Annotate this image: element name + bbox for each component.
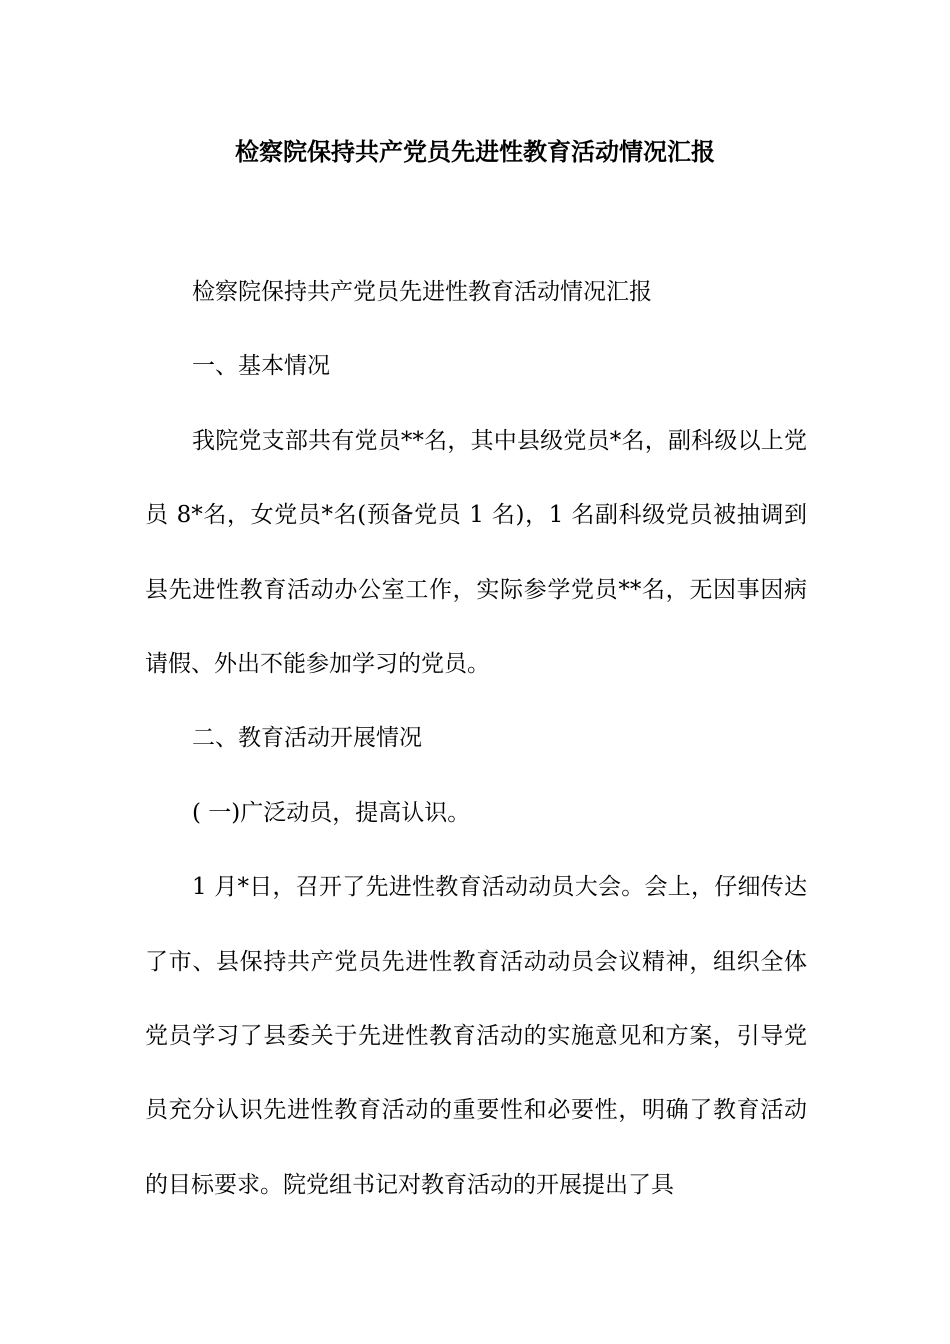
paragraph-repeated-title: 检察院保持共产党员先进性教育活动情况汇报	[192, 279, 652, 305]
section-heading-activity-progress: 二、教育活动开展情况	[192, 725, 422, 752]
document-body	[145, 255, 807, 1222]
subsection-heading-mobilization: ( 一)广泛动员，提高认识。	[192, 799, 471, 826]
paragraph-mobilization-meeting: 1 月*日，召开了先进性教育活动动员大会。会上，仔细传达了市、县保持共产党员先进性教育活动动员会议精神，组织全体党员学习了县委关于先进性教育活动的实施意见和方案，引导党员充分认识先进性教育活动的重要性和必要性，明确了教育活动的目标要求。院党组书记对教育活动的开展提出了具	[145, 874, 807, 1198]
paragraph-basic-situation: 我院党支部共有党员**名，其中县级党员*名，副科级以上党员 8*名，女党员*名(预备党员 1 名)，1 名副科级党员被抽调到县先进性教育活动办公室工作，实际参学党员**名，无因事因病请假、外出不能参加学习的党员。	[145, 427, 807, 678]
document-title: 检察院保持共产党员先进性教育活动情况汇报	[235, 137, 715, 166]
section-heading-basic-situation: 一、基本情况	[192, 353, 330, 380]
